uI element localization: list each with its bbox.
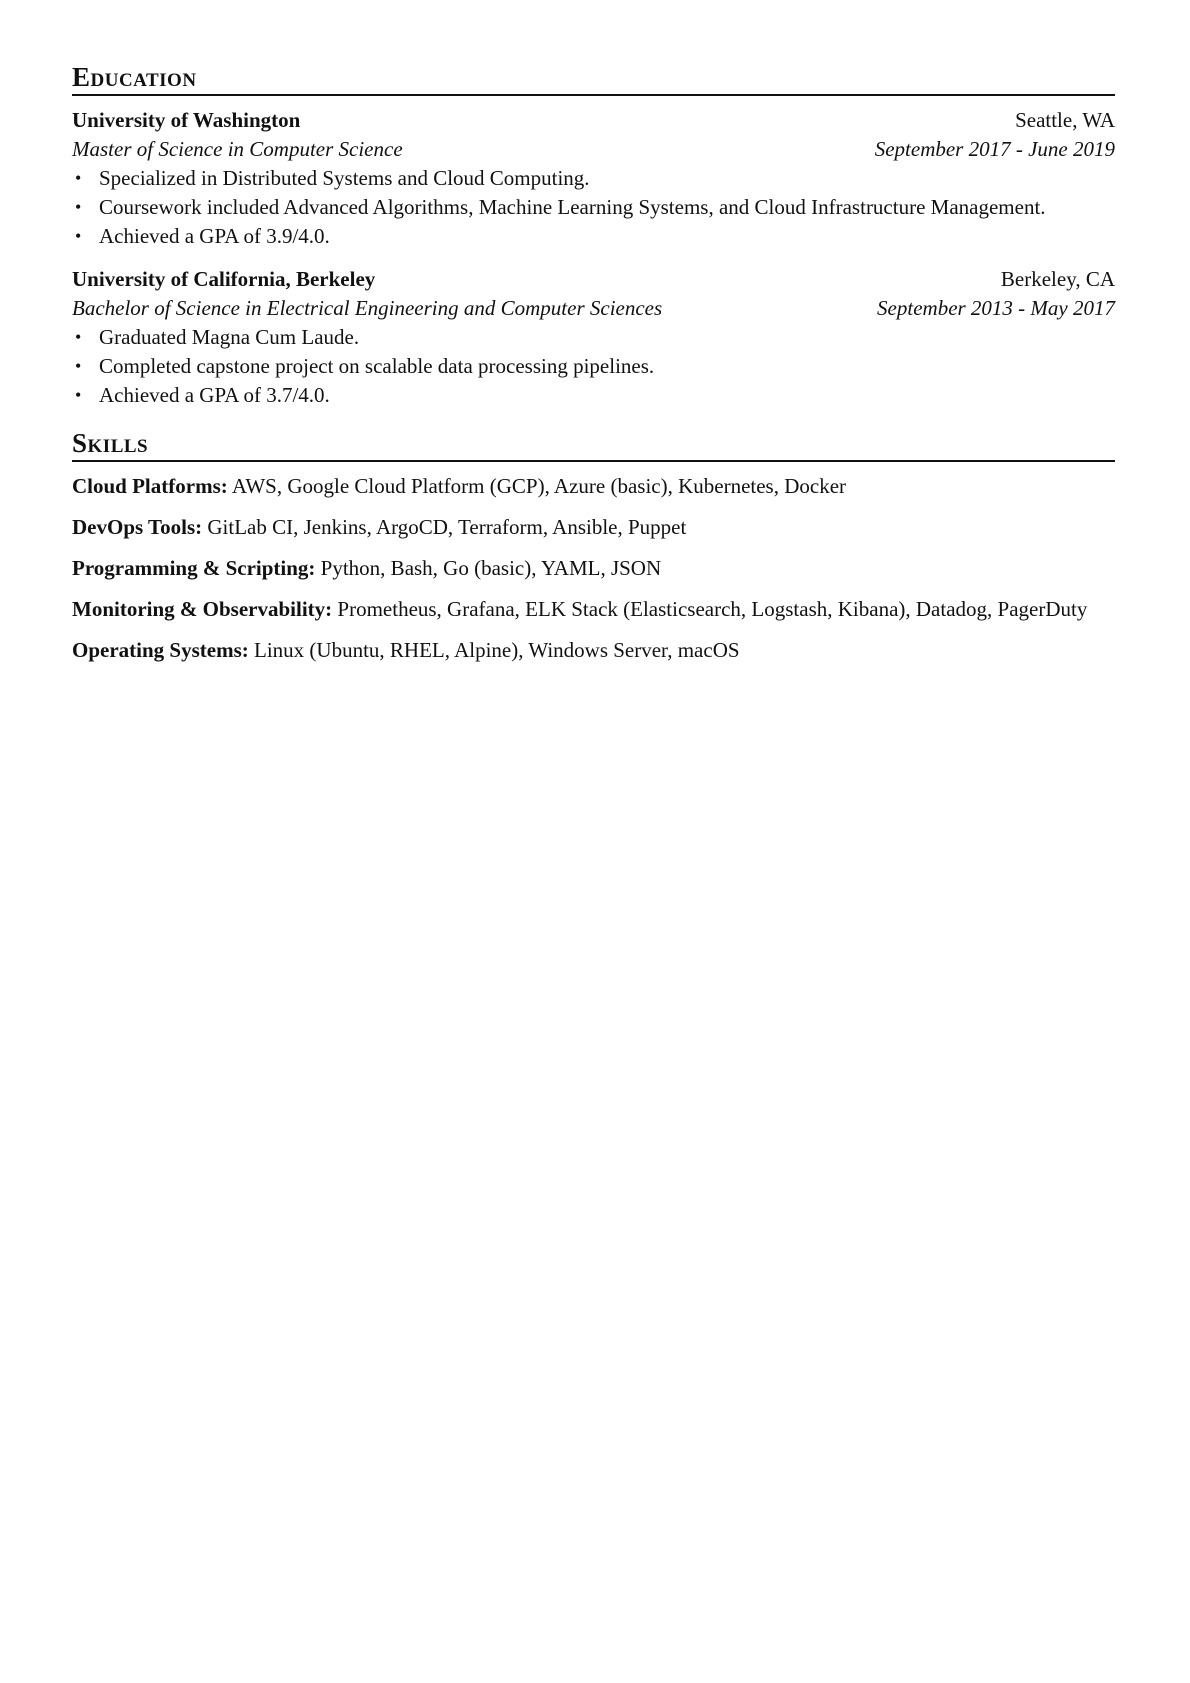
skill-label: Operating Systems:	[72, 638, 249, 662]
bullet-item: • Specialized in Distributed Systems and Cloud Computing.	[99, 164, 1115, 193]
degree-title: Master of Science in Computer Science	[72, 137, 403, 161]
education-section	[72, 62, 1115, 410]
education-entry	[72, 106, 1115, 251]
skill-label: DevOps Tools:	[72, 515, 203, 539]
bullet-item: • Achieved a GPA of 3.7/4.0.	[99, 381, 1115, 410]
institution-name: University of Washington	[72, 108, 301, 132]
skill-value: Linux (Ubuntu, RHEL, Alpine), Windows Server, macOS	[254, 638, 740, 662]
institution-location: Berkeley, CA	[1000, 267, 1115, 291]
bullet-item: • Achieved a GPA of 3.9/4.0.	[99, 222, 1115, 251]
degree-dates: September 2013 - May 2017	[877, 296, 1115, 320]
institution-location: Seattle, WA	[1015, 108, 1115, 132]
education-bullets	[72, 323, 1115, 410]
skill-label: Monitoring & Observability:	[72, 597, 333, 621]
skill-value: GitLab CI, Jenkins, ArgoCD, Terraform, Ansible, Puppet	[207, 515, 687, 539]
degree-title: Bachelor of Science in Electrical Engineering and Computer Sciences	[72, 296, 663, 320]
skill-label: Cloud Platforms:	[72, 474, 228, 498]
education-entry-header	[72, 265, 1115, 294]
skill-value: Python, Bash, Go (basic), YAML, JSON	[320, 556, 662, 580]
bullet-item: • Graduated Magna Cum Laude.	[99, 323, 1115, 352]
education-bullets	[72, 164, 1115, 251]
degree-dates: September 2017 - June 2019	[874, 137, 1115, 161]
skill-value: Prometheus, Grafana, ELK Stack (Elasticsearch, Logstash, Kibana), Datadog, PagerDuty	[337, 597, 1088, 621]
education-heading: Education	[72, 62, 1115, 96]
education-entry-subheader	[72, 294, 1115, 323]
skill-line	[72, 513, 1115, 542]
skills-section	[72, 428, 1115, 665]
skill-line	[72, 554, 1115, 583]
skill-line	[72, 636, 1115, 665]
institution-name: University of California, Berkeley	[72, 267, 376, 291]
education-entry	[72, 265, 1115, 410]
skill-value: AWS, Google Cloud Platform (GCP), Azure (basic), Kubernetes, Docker	[231, 474, 847, 498]
education-entry-header	[72, 106, 1115, 135]
bullet-item: • Coursework included Advanced Algorithms, Machine Learning Systems, and Cloud Infrastructure Management.	[99, 193, 1115, 222]
skill-label: Programming & Scripting:	[72, 556, 316, 580]
education-entry-subheader	[72, 135, 1115, 164]
skill-line	[72, 472, 1115, 501]
skill-line	[72, 595, 1115, 624]
bullet-item: • Completed capstone project on scalable data processing pipelines.	[99, 352, 1115, 381]
resume-page	[72, 62, 1115, 665]
skills-heading: Skills	[72, 428, 1115, 462]
